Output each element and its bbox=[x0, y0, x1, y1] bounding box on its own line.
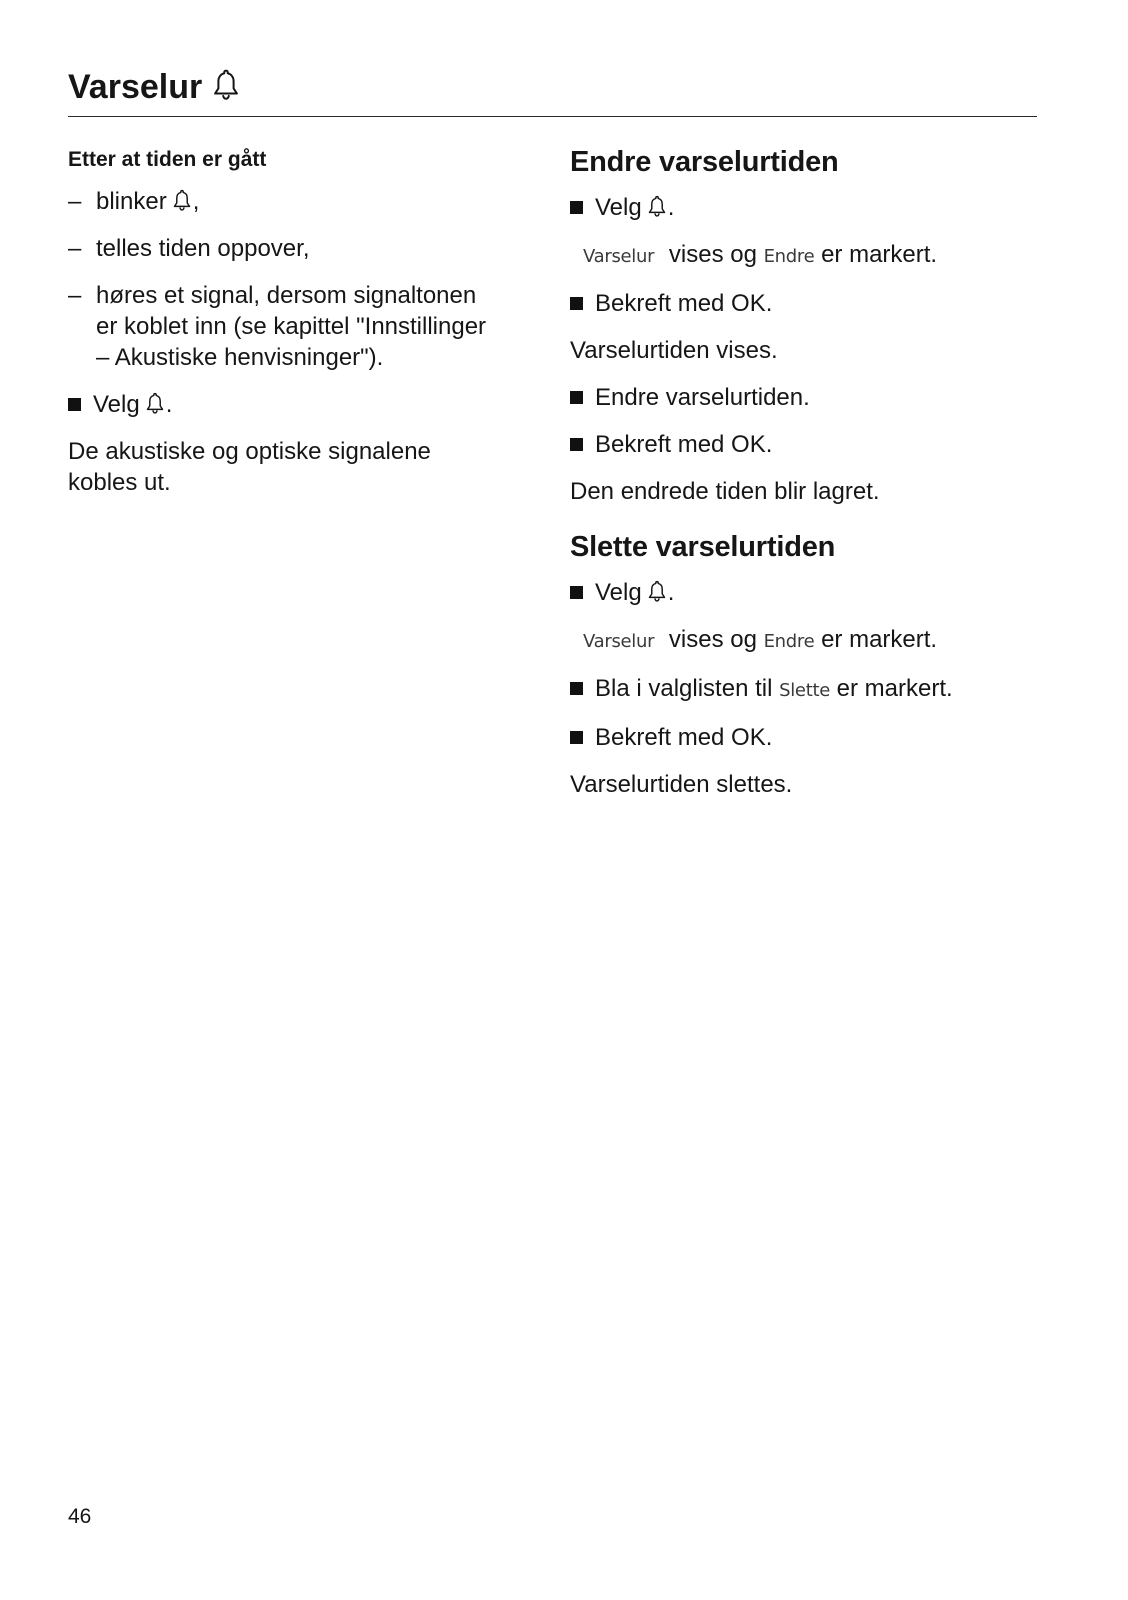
bell-icon bbox=[646, 194, 668, 219]
list-item-punctuation: , bbox=[192, 188, 200, 215]
result-line: kobles ut. bbox=[68, 469, 171, 496]
display-result bbox=[570, 239, 1070, 272]
instruction-step bbox=[570, 288, 1070, 319]
step-text: er markert. bbox=[836, 675, 953, 702]
left-column bbox=[68, 144, 548, 514]
result-text: vises og bbox=[668, 626, 757, 653]
screen-text-slette: Slette bbox=[779, 680, 830, 701]
dash-marker: – bbox=[68, 282, 82, 309]
result-text: er markert. bbox=[821, 241, 938, 268]
page-title-text: Varselur bbox=[68, 68, 203, 106]
list-item-text: blinker bbox=[96, 188, 167, 215]
section-heading-delete: Slette varselurtiden bbox=[570, 531, 836, 563]
square-bullet-icon bbox=[570, 297, 583, 310]
result-line: De akustiske og optiske signalene bbox=[68, 438, 431, 465]
instruction-step bbox=[68, 389, 548, 420]
result-text: Varselurtiden vises. bbox=[570, 337, 778, 364]
step-text: Velg bbox=[93, 391, 140, 418]
result-text: Den endrede tiden blir lagret. bbox=[570, 478, 880, 505]
subheading-after-time: Etter at tiden er gått bbox=[68, 148, 267, 171]
square-bullet-icon bbox=[570, 682, 583, 695]
step-punctuation: . bbox=[667, 579, 675, 606]
step-text: Bla i valglisten til bbox=[595, 675, 773, 702]
bell-icon bbox=[646, 579, 668, 604]
step-punctuation: . bbox=[165, 391, 173, 418]
screen-text-endre: Endre bbox=[763, 246, 815, 267]
result-text bbox=[68, 436, 548, 498]
list-item bbox=[68, 186, 548, 217]
display-result bbox=[570, 624, 1070, 657]
list-item-line: er koblet inn (se kapittel "Innstillinger bbox=[96, 313, 487, 340]
dash-marker: – bbox=[68, 188, 82, 215]
bell-icon bbox=[144, 391, 166, 416]
list-item-text: telles tiden oppover, bbox=[96, 235, 310, 262]
page-number: 46 bbox=[68, 1505, 92, 1528]
list-item-line: høres et signal, dersom signaltonen bbox=[96, 282, 477, 309]
result-text: er markert. bbox=[821, 626, 938, 653]
bell-icon bbox=[210, 67, 242, 103]
step-punctuation: . bbox=[667, 194, 675, 221]
instruction-step bbox=[570, 382, 1070, 413]
square-bullet-icon bbox=[570, 731, 583, 744]
result-text: Varselurtiden slettes. bbox=[570, 771, 793, 798]
list-item bbox=[68, 233, 548, 264]
square-bullet-icon bbox=[570, 201, 583, 214]
step-text: Endre varselurtiden. bbox=[595, 384, 810, 411]
square-bullet-icon bbox=[68, 398, 81, 411]
step-text: Velg bbox=[595, 579, 642, 606]
screen-text-varselur: Varselur bbox=[583, 631, 655, 652]
title-divider bbox=[68, 116, 1037, 117]
screen-text-varselur: Varselur bbox=[583, 246, 655, 267]
square-bullet-icon bbox=[570, 586, 583, 599]
bell-icon bbox=[171, 188, 193, 213]
step-text: Bekreft med OK. bbox=[595, 290, 773, 317]
instruction-step bbox=[570, 722, 1070, 753]
instruction-step bbox=[570, 192, 1070, 223]
instruction-step bbox=[570, 577, 1070, 608]
list-item bbox=[68, 280, 548, 373]
step-text: Bekreft med OK. bbox=[595, 431, 773, 458]
screen-text-endre: Endre bbox=[763, 631, 815, 652]
result-text: vises og bbox=[668, 241, 757, 268]
page-title bbox=[68, 64, 242, 110]
right-column bbox=[570, 142, 1070, 816]
dash-marker: – bbox=[68, 235, 82, 262]
square-bullet-icon bbox=[570, 391, 583, 404]
section-heading-change: Endre varselurtiden bbox=[570, 146, 839, 178]
list-item-line: – Akustiske henvisninger"). bbox=[96, 344, 384, 371]
square-bullet-icon bbox=[570, 438, 583, 451]
instruction-step bbox=[570, 429, 1070, 460]
step-text: Bekreft med OK. bbox=[595, 724, 773, 751]
step-text: Velg bbox=[595, 194, 642, 221]
instruction-step bbox=[570, 673, 1070, 706]
